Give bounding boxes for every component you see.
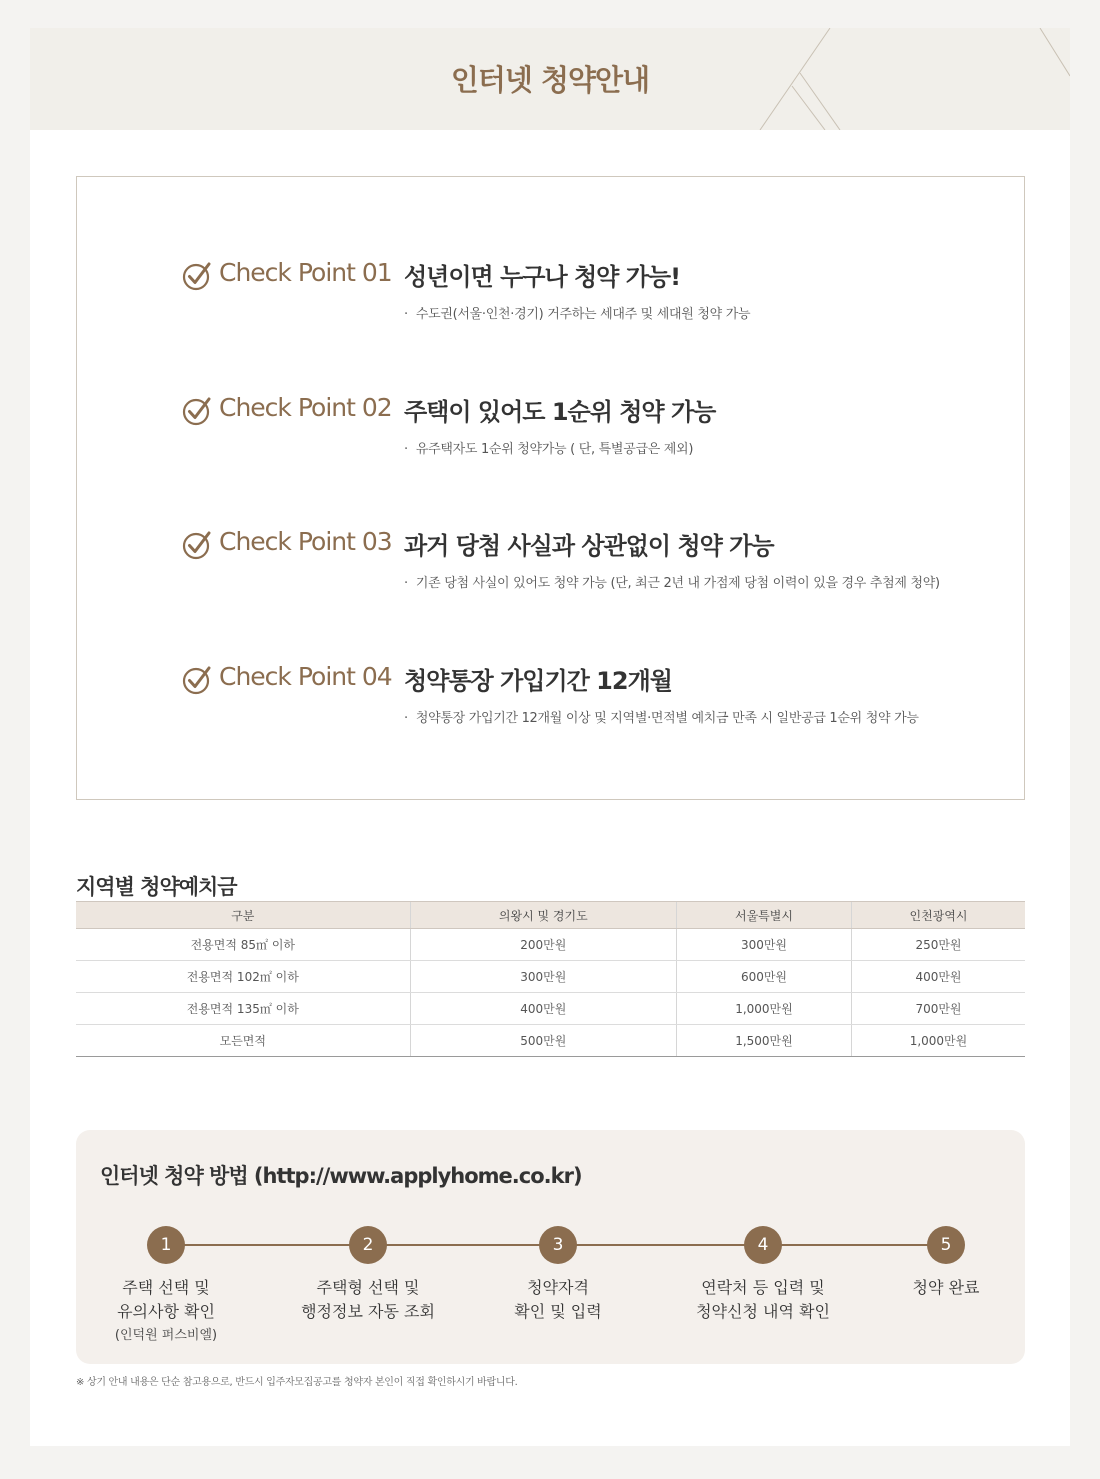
step-label-line: 청약신청 내역 확인 [696, 1302, 830, 1321]
check-point-label: Check Point 03 [219, 527, 392, 556]
step-label [673, 1276, 853, 1324]
table-row [76, 1025, 1025, 1057]
step-item [278, 1226, 458, 1324]
check-point-label: Check Point 01 [219, 258, 392, 287]
check-point-desc: · 수도권(서울·인천·경기) 거주하는 세대주 및 세대원 청약 가능 [404, 307, 751, 322]
step-number-badge: 3 [539, 1226, 577, 1264]
step-label-line: 청약자격 [527, 1278, 589, 1297]
table-row [76, 961, 1025, 993]
table-cell: 1,000만원 [851, 1025, 1025, 1057]
check-point-label: Check Point 04 [219, 662, 392, 691]
check-circle-icon [182, 261, 212, 291]
step-item [76, 1226, 256, 1346]
step-label-line: 청약 완료 [912, 1278, 980, 1297]
check-point-label: Check Point 02 [219, 393, 392, 422]
step-number-badge: 4 [744, 1226, 782, 1264]
step-item [856, 1226, 1036, 1300]
table-cell: 400만원 [851, 961, 1025, 993]
table-cell: 400만원 [410, 993, 676, 1025]
check-point-item [182, 390, 1002, 470]
table-header-cell: 서울특별시 [677, 902, 852, 929]
step-label [278, 1276, 458, 1324]
check-point-desc-text: 청약통장 가입기간 12개월 이상 및 지역별·면적별 예치금 만족 시 일반공급 1순위 청약 가능 [415, 711, 919, 726]
table-row [76, 993, 1025, 1025]
check-point-heading: 청약통장 가입기간 12개월 [404, 667, 672, 695]
hero-banner [30, 28, 1070, 130]
check-point-heading: 과거 당첨 사실과 상관없이 청약 가능 [404, 532, 774, 560]
check-point-desc: · 청약통장 가입기간 12개월 이상 및 지역별·면적별 예치금 만족 시 일반공급 1순위 청약 가능 [404, 711, 919, 726]
table-cell: 전용면적 85㎡ 이하 [76, 929, 410, 961]
check-point-heading: 주택이 있어도 1순위 청약 가능 [404, 398, 716, 426]
table-header-cell: 의왕시 및 경기도 [410, 902, 676, 929]
check-point-heading: 성년이면 누구나 청약 가능! [404, 263, 681, 291]
table-cell: 1,000만원 [677, 993, 852, 1025]
check-point-item [182, 524, 1002, 604]
step-sublabel: (인덕원 퍼스비엘) [114, 1328, 218, 1343]
step-label-line: 확인 및 입력 [514, 1302, 602, 1321]
deposit-table [76, 901, 1025, 1057]
table-cell: 300만원 [677, 929, 852, 961]
step-number-badge: 5 [927, 1226, 965, 1264]
deposit-section-title: 지역별 청약예치금 [76, 875, 237, 899]
step-label-line: 연락처 등 입력 및 [701, 1278, 825, 1297]
check-circle-icon [182, 665, 212, 695]
step-label-line: 주택 선택 및 [122, 1278, 210, 1297]
table-cell: 250만원 [851, 929, 1025, 961]
check-point-desc: · 유주택자도 1순위 청약가능 ( 단, 특별공급은 제외) [404, 442, 694, 457]
table-header-cell: 인천광역시 [851, 902, 1025, 929]
check-point-desc-text: 유주택자도 1순위 청약가능 ( 단, 특별공급은 제외) [415, 442, 694, 457]
step-label [856, 1276, 1036, 1300]
table-cell: 600만원 [677, 961, 852, 993]
table-header-cell: 구분 [76, 902, 410, 929]
check-point-item [182, 659, 1002, 739]
table-cell: 모든면적 [76, 1025, 410, 1057]
table-cell: 500만원 [410, 1025, 676, 1057]
table-header-row [76, 902, 1025, 929]
step-number-badge: 1 [147, 1226, 185, 1264]
table-cell: 전용면적 102㎡ 이하 [76, 961, 410, 993]
step-label [468, 1276, 648, 1324]
table-cell: 1,500만원 [677, 1025, 852, 1057]
check-point-desc-text: 수도권(서울·인천·경기) 거주하는 세대주 및 세대원 청약 가능 [415, 307, 751, 322]
check-circle-icon [182, 530, 212, 560]
step-label-line: 주택형 선택 및 [316, 1278, 420, 1297]
table-cell: 전용면적 135㎡ 이하 [76, 993, 410, 1025]
check-point-desc-text: 기존 당첨 사실이 있어도 청약 가능 (단, 최근 2년 내 가점제 당첨 이력이 있을 경우 추첨제 청약) [415, 576, 940, 591]
check-point-box [76, 176, 1025, 800]
step-item [673, 1226, 853, 1324]
step-number-badge: 2 [349, 1226, 387, 1264]
page-sheet [30, 28, 1070, 1446]
step-label-line: 행정정보 자동 조회 [301, 1302, 435, 1321]
apply-method-panel [76, 1130, 1025, 1364]
step-label-line: 유의사항 확인 [117, 1302, 215, 1321]
disclaimer-note: ※ 상기 안내 내용은 단순 참고용으로, 반드시 입주자모집공고를 청약자 본인이 직접 확인하시기 바랍니다. [76, 1377, 518, 1388]
check-point-desc: · 기존 당첨 사실이 있어도 청약 가능 (단, 최근 2년 내 가점제 당첨 이력이 있을 경우 추첨제 청약) [404, 576, 940, 591]
step-label [76, 1276, 256, 1324]
apply-method-title: 인터넷 청약 방법 (http://www.applyhome.co.kr) [100, 1164, 582, 1188]
step-item [468, 1226, 648, 1324]
page-title: 인터넷 청약안내 [450, 63, 650, 97]
table-cell: 700만원 [851, 993, 1025, 1025]
table-cell: 300만원 [410, 961, 676, 993]
table-row [76, 929, 1025, 961]
table-cell: 200만원 [410, 929, 676, 961]
check-point-item [182, 255, 1002, 335]
check-circle-icon [182, 396, 212, 426]
